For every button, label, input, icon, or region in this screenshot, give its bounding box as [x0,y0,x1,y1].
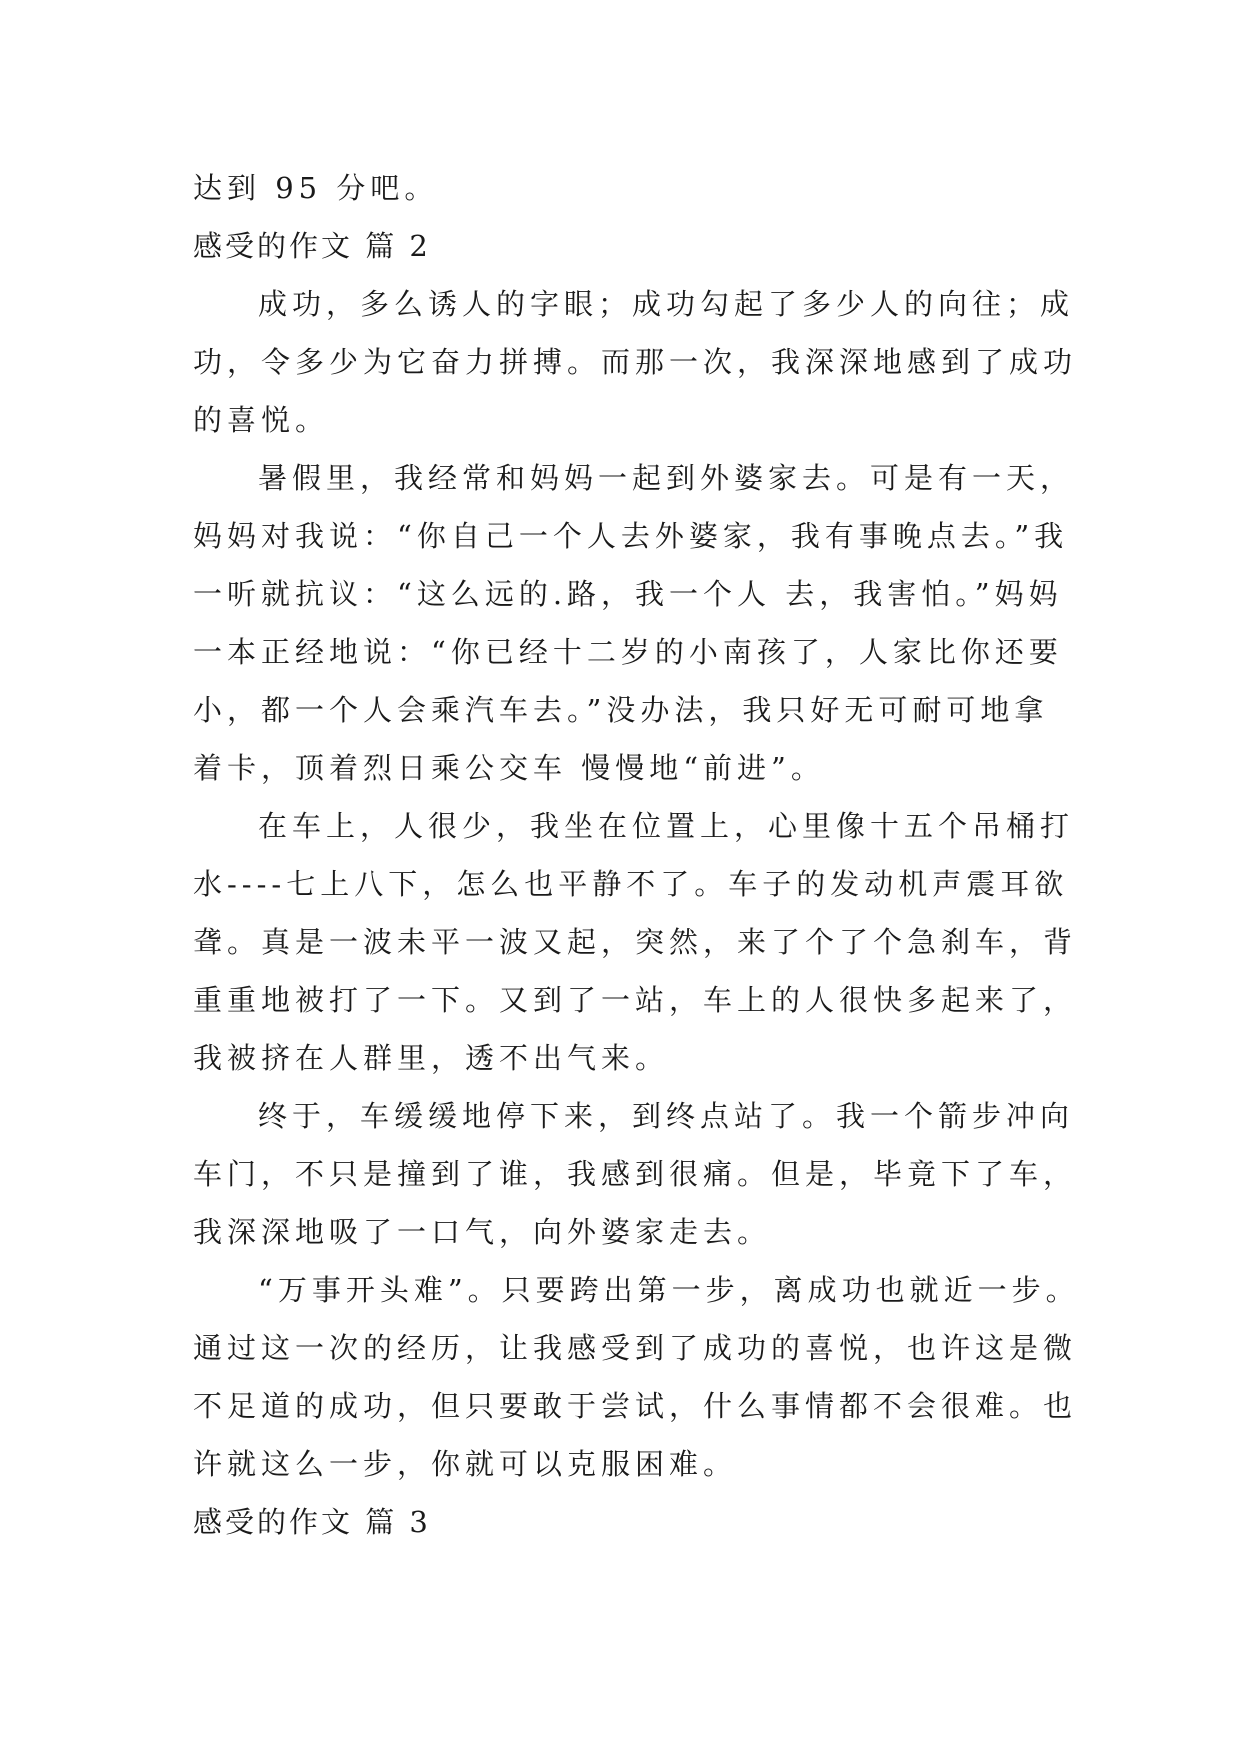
paragraph-1-line-2: 功，令多少为它奋力拼搏。而那一次，我深深地感到了成功 [193,345,1078,379]
paragraph-3-line-3: 聋。真是一波未平一波又起，突然，来了个了个急刹车，背 [193,925,1078,959]
paragraph-4-line-3: 我深深地吸了一口气，向外婆家走去。 [193,1215,772,1249]
paragraph-3-line-1: 在车上，人很少，我坐在位置上，心里像十五个吊桶打 [258,809,1075,843]
paragraph-1-line-3: 的喜悦。 [193,403,330,437]
paragraph-2-line-1: 暑假里，我经常和妈妈一起到外婆家去。可是有一天， [258,461,1075,495]
paragraph-5-line-2: 通过这一次的经历，让我感受到了成功的喜悦，也许这是微 [193,1331,1078,1365]
paragraph-2-line-5: 小，都一个人会乘汽车去。”没办法，我只好无可耐可地拿 [193,693,1049,727]
paragraph-3-line-4: 重重地被打了一下。又到了一站，车上的人很快多起来了， [193,983,1078,1017]
section-heading-3: 感受的作文 篇 3 [193,1505,431,1539]
paragraph-2-line-6: 着卡，顶着烈日乘公交车 慢慢地“前进”。 [193,751,825,785]
paragraph-5-line-4: 许就这么一步，你就可以克服困难。 [193,1447,738,1481]
paragraph-2-line-3: 一听就抗议：“这么远的.路，我一个人 去，我害怕。”妈妈 [193,577,1063,611]
section-heading-2: 感受的作文 篇 2 [193,229,431,263]
paragraph-3-line-2: 水----七上八下，怎么也平静不了。车子的发动机声震耳欲 [193,867,1069,901]
paragraph-4-line-2: 车门，不只是撞到了谁，我感到很痛。但是，毕竟下了车， [193,1157,1078,1191]
paragraph-5-line-3: 不足道的成功，但只要敢于尝试，什么事情都不会很难。也 [193,1389,1078,1423]
paragraph-1-line-1: 成功，多么诱人的字眼；成功勾起了多少人的向往；成 [258,287,1075,321]
paragraph-4-line-1: 终于，车缓缓地停下来，到终点站了。我一个箭步冲向 [258,1099,1075,1133]
paragraph-5-line-1: “万事开头难”。只要跨出第一步，离成功也就近一步。 [258,1273,1080,1307]
paragraph-2-line-2: 妈妈对我说：“你自己一个人去外婆家，我有事晚点去。”我 [193,519,1069,553]
text-line-continuation: 达到 95 分吧。 [193,171,439,205]
paragraph-2-line-4: 一本正经地说：“你已经十二岁的小南孩了，人家比你还要 [193,635,1063,669]
paragraph-3-line-5: 我被挤在人群里，透不出气来。 [193,1041,670,1075]
